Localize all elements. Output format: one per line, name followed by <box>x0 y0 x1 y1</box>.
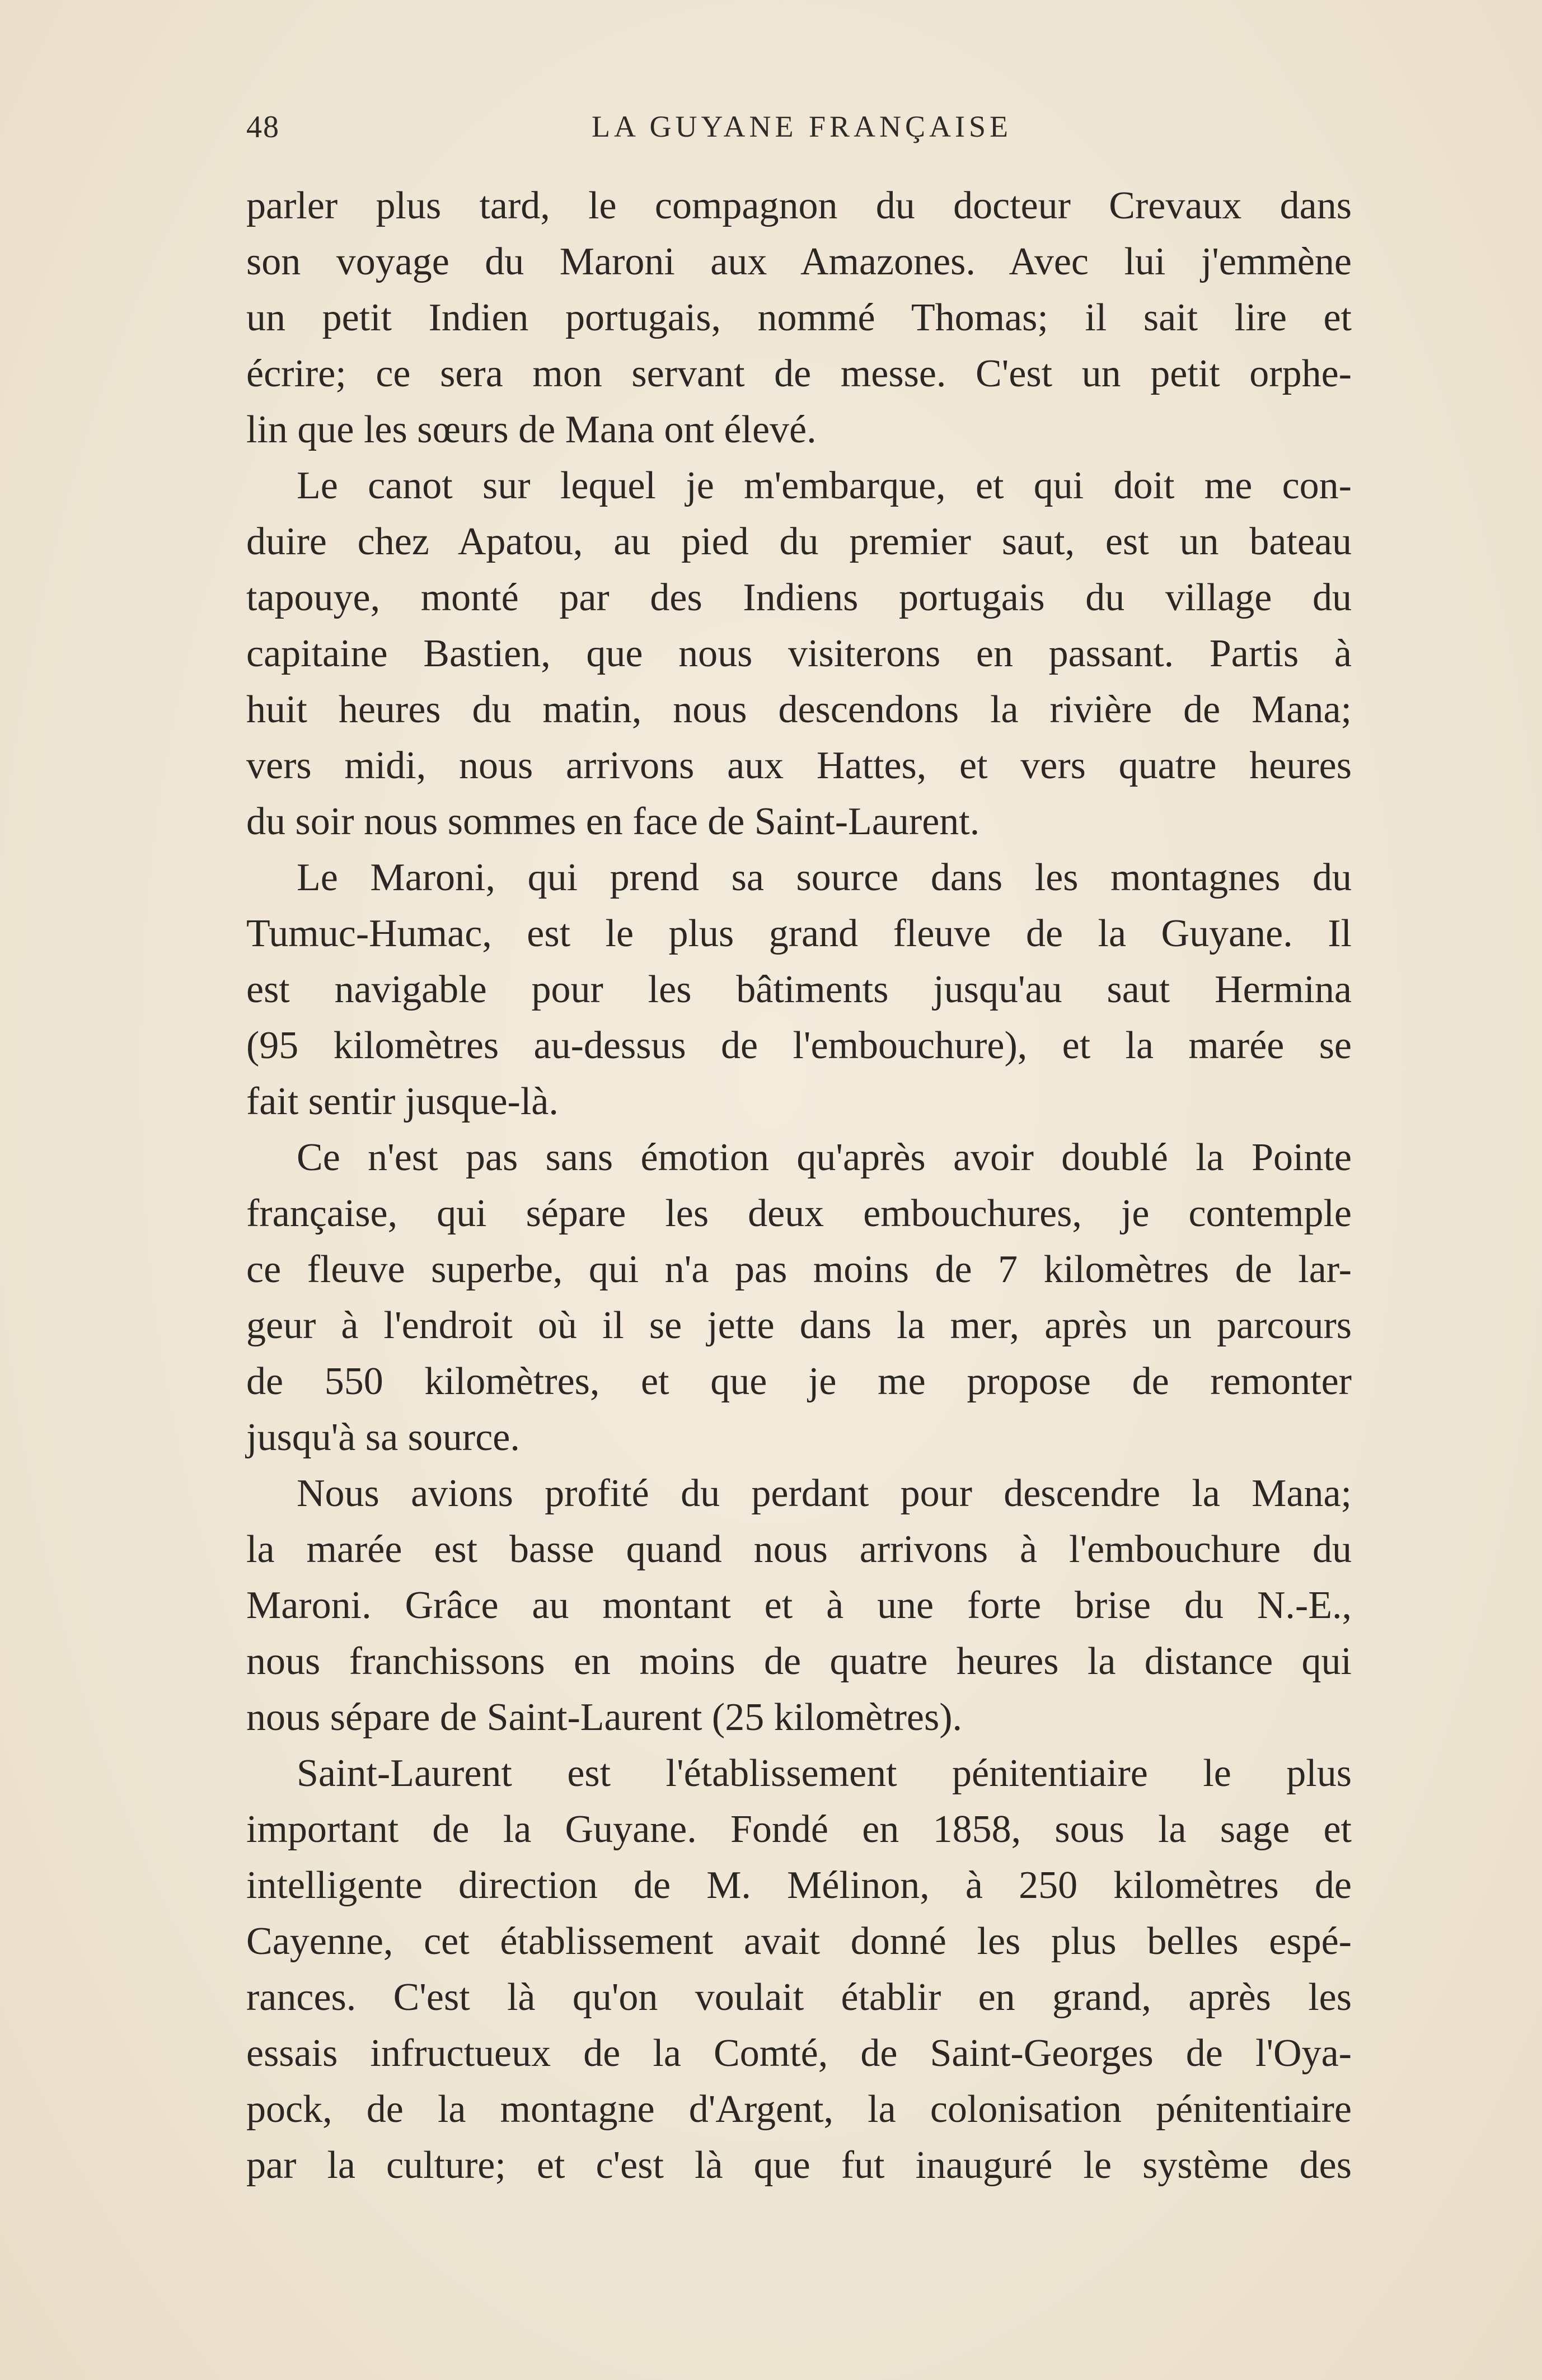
text-line: rances. C'est là qu'on voulait établir en grand, après les <box>246 1976 1352 2019</box>
text-line: Cayenne, cet établissement avait donné les plus belles espé- <box>246 1920 1352 1963</box>
paragraph <box>246 1130 1352 1466</box>
text-line: capitaine Bastien, que nous visiterons en passant. Partis à <box>246 632 1352 675</box>
text-line: important de la Guyane. Fondé en 1858, sous la sage et <box>246 1808 1352 1851</box>
body-text <box>246 178 1352 2194</box>
text-line: vers midi, nous arrivons aux Hattes, et vers quatre heures <box>246 744 1352 787</box>
running-head <box>246 109 1352 154</box>
text-line: parler plus tard, le compagnon du docteur Crevaux dans <box>246 184 1352 227</box>
text-line: son voyage du Maroni aux Amazones. Avec lui j'emmène <box>246 240 1352 283</box>
text-line: par la culture; et c'est là que fut inauguré le système des <box>246 2144 1352 2187</box>
text-line: duire chez Apatou, au pied du premier saut, est un bateau <box>246 520 1352 563</box>
text-line: de 550 kilomètres, et que je me propose de remonter <box>246 1360 1352 1403</box>
text-line: Nous avions profité du perdant pour descendre la Mana; <box>297 1472 1352 1515</box>
paragraph <box>246 1746 1352 2194</box>
text-line: geur à l'endroit où il se jette dans la mer, après un parcours <box>246 1304 1352 1347</box>
paragraph <box>246 850 1352 1130</box>
paragraph <box>246 178 1352 458</box>
text-line: nous franchissons en moins de quatre heures la distance qui <box>246 1640 1352 1683</box>
paragraph <box>246 458 1352 850</box>
paragraph <box>246 1466 1352 1746</box>
text-line: écrire; ce sera mon servant de messe. C'est un petit orphe- <box>246 352 1352 395</box>
text-line: Le canot sur lequel je m'embarque, et qui doit me con- <box>297 464 1352 507</box>
text-line: jusqu'à sa source. <box>246 1416 520 1459</box>
text-line: Tumuc-Humac, est le plus grand fleuve de la Guyane. Il <box>246 912 1352 955</box>
running-title: LA GUYANE FRANÇAISE <box>591 110 1013 143</box>
text-line: lin que les sœurs de Mana ont élevé. <box>246 408 817 451</box>
text-line: essais infructueux de la Comté, de Saint-Georges de l'Oya- <box>246 2032 1352 2075</box>
text-line: tapouye, monté par des Indiens portugais du village du <box>246 576 1352 619</box>
text-line: ce fleuve superbe, qui n'a pas moins de 7 kilomètres de lar- <box>246 1248 1352 1291</box>
text-line: du soir nous sommes en face de Saint-Laurent. <box>246 800 980 843</box>
text-line: (95 kilomètres au-dessus de l'embouchure), et la marée se <box>246 1024 1352 1067</box>
text-line: la marée est basse quand nous arrivons à l'embouchure du <box>246 1528 1352 1571</box>
text-line: huit heures du matin, nous descendons la rivière de Mana; <box>246 688 1352 731</box>
text-line: Le Maroni, qui prend sa source dans les montagnes du <box>297 856 1352 899</box>
text-line: pock, de la montagne d'Argent, la colonisation pénitentiaire <box>246 2088 1352 2131</box>
text-line: est navigable pour les bâtiments jusqu'au saut Hermina <box>246 968 1352 1011</box>
text-line: Maroni. Grâce au montant et à une forte brise du N.-E., <box>246 1584 1352 1627</box>
text-line: française, qui sépare les deux embouchures, je contemple <box>246 1192 1352 1235</box>
text-line: Ce n'est pas sans émotion qu'après avoir doublé la Pointe <box>297 1136 1352 1179</box>
text-line: intelligente direction de M. Mélinon, à 250 kilomètres de <box>246 1864 1352 1907</box>
text-line: fait sentir jusque-là. <box>246 1080 559 1123</box>
text-line: un petit Indien portugais, nommé Thomas; il sait lire et <box>246 296 1352 339</box>
page-number: 48 <box>246 110 280 144</box>
text-line: Saint-Laurent est l'établissement pénitentiaire le plus <box>297 1752 1352 1795</box>
text-line: nous sépare de Saint-Laurent (25 kilomètres). <box>246 1696 963 1739</box>
